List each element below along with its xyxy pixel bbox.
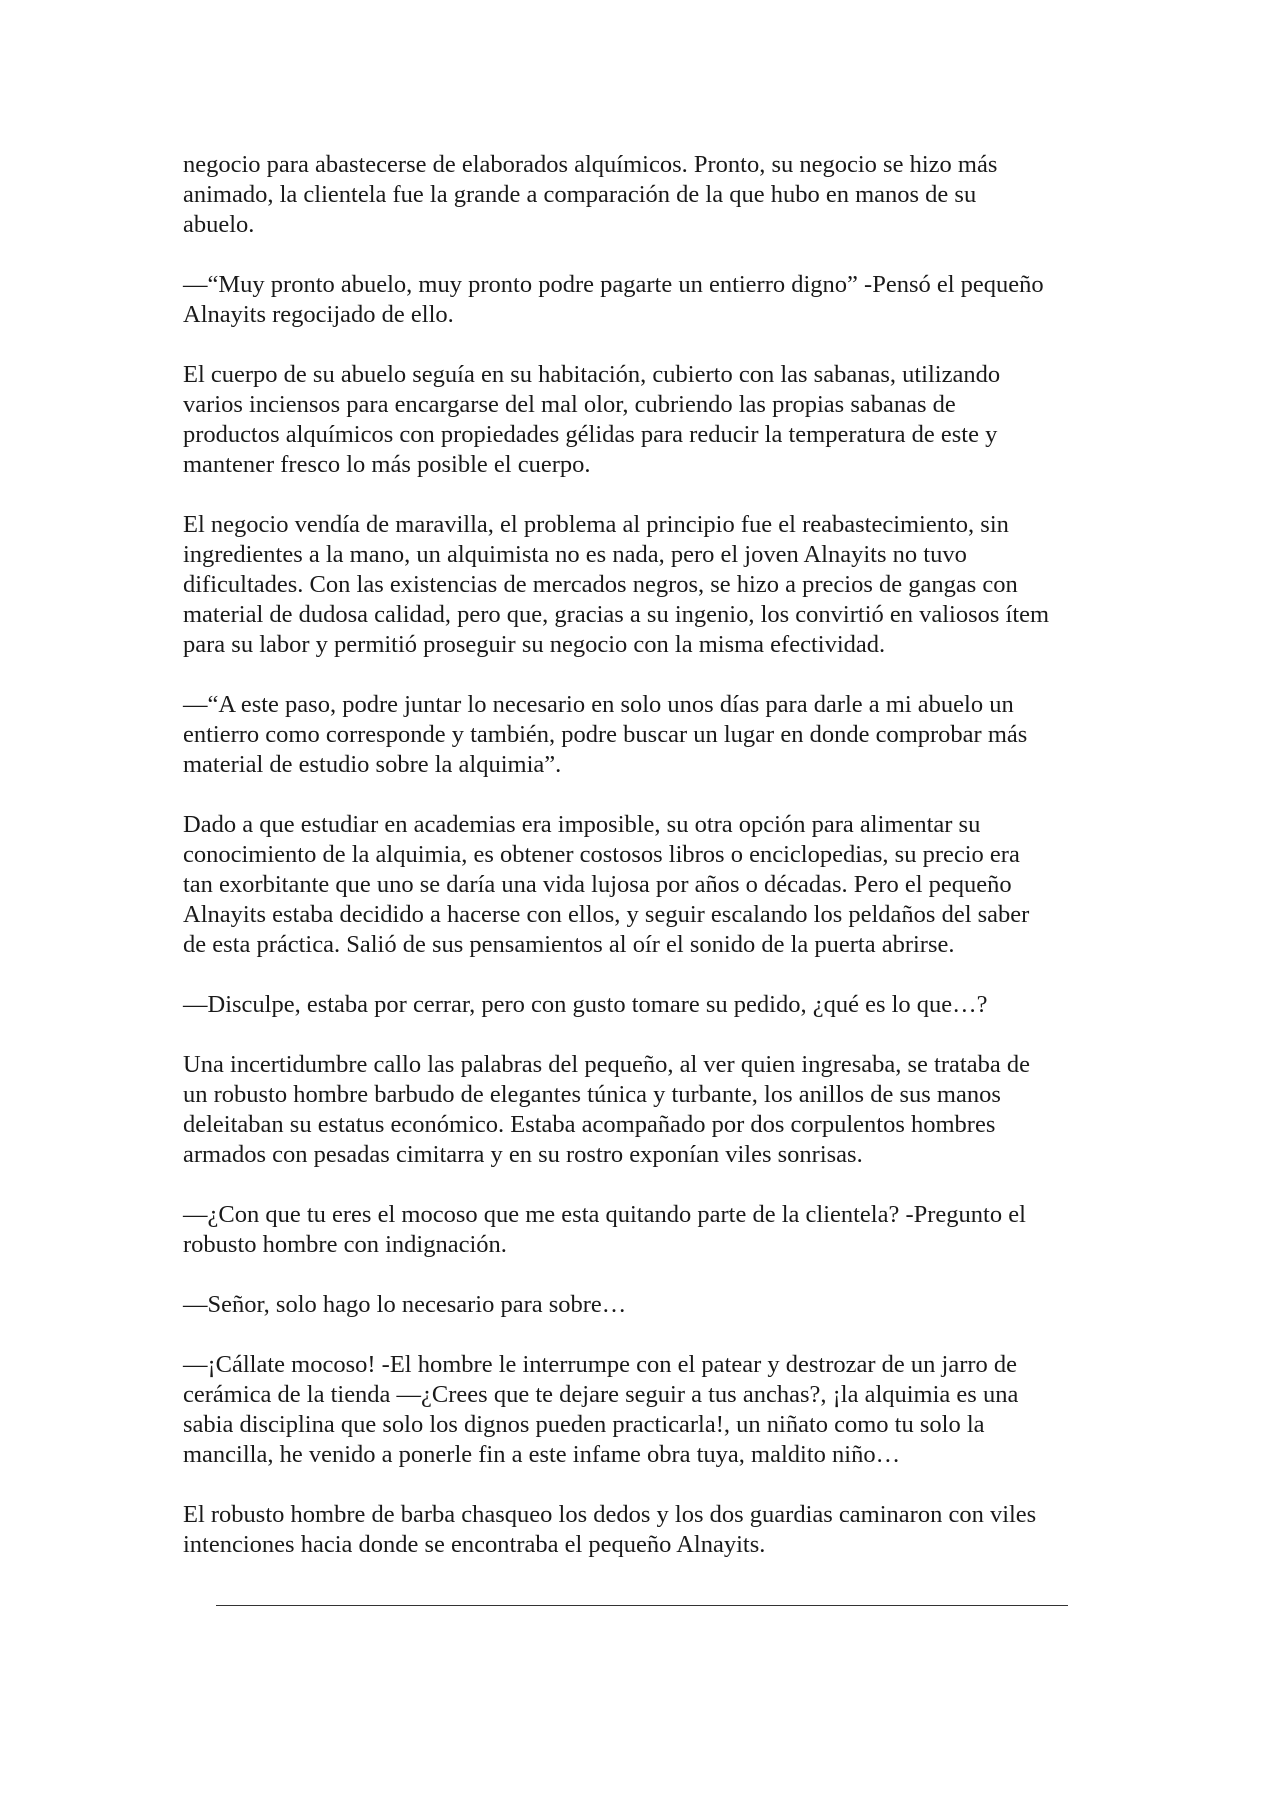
paragraph: —Señor, solo hago lo necesario para sobre… xyxy=(183,1291,627,1318)
paragraph: —“A este paso, podre juntar lo necesario en solo unos días para darle a mi abuelo un entierro como corresponde y también, podre buscar un lugar en donde comprobar más material de estudio sobre la alquimia”. xyxy=(183,691,1028,778)
paragraph: El cuerpo de su abuelo seguía en su habitación, cubierto con las sabanas, utilizando varios inciensos para encargarse del mal olor, cubriendo las propias sabanas de productos alquímicos con propiedades gélidas para reducir la temperatura de este y mantener fresco lo más posible el cuerpo. xyxy=(183,361,1001,478)
section-divider xyxy=(216,1605,1068,1606)
paragraph: —¡Cállate mocoso! -El hombre le interrumpe con el patear y destrozar de un jarro de cerámica de la tienda —¿Crees que te dejare seguir a tus anchas?, ¡la alquimia es una sabia disciplina que solo los dignos pueden practicarla!, un niñato como tu solo la mancilla, he venido a ponerle fin a este infame obra tuya, maldito niño… xyxy=(183,1351,1019,1468)
paragraph: El robusto hombre de barba chasqueo los dedos y los dos guardias caminaron con viles intenciones hacia donde se encontraba el pequeño Alnayits. xyxy=(183,1501,1037,1558)
paragraph: negocio para abastecerse de elaborados alquímicos. Pronto, su negocio se hizo más animado, la clientela fue la grande a comparación de la que hubo en manos de su abuelo. xyxy=(183,151,998,238)
paragraph: —¿Con que tu eres el mocoso que me esta quitando parte de la clientela? -Pregunto el robusto hombre con indignación. xyxy=(183,1201,1026,1258)
body-text xyxy=(183,150,1098,1590)
paragraph: Una incertidumbre callo las palabras del pequeño, al ver quien ingresaba, se trataba de un robusto hombre barbudo de elegantes túnica y turbante, los anillos de sus manos deleitaban su estatus económico. Estaba acompañado por dos corpulentos hombres armados con pesadas cimitarra y en su rostro exponían viles sonrisas. xyxy=(183,1051,1030,1168)
paragraph: El negocio vendía de maravilla, el problema al principio fue el reabastecimiento, sin ingredientes a la mano, un alquimista no es nada, pero el joven Alnayits no tuvo dificultades. Con las existencias de mercados negros, se hizo a precios de gangas con material de dudosa calidad, pero que, gracias a su ingenio, los convirtió en valiosos ítem para su labor y permitió proseguir su negocio con la misma efectividad. xyxy=(183,511,1050,658)
paragraph: —Disculpe, estaba por cerrar, pero con gusto tomare su pedido, ¿qué es lo que…? xyxy=(183,991,988,1018)
paragraph: Dado a que estudiar en academias era imposible, su otra opción para alimentar su conocimiento de la alquimia, es obtener costosos libros o enciclopedias, su precio era tan exorbitante que uno se daría una vida lujosa por años o décadas. Pero el pequeño Alnayits estaba decidido a hacerse con ellos, y seguir escalando los peldaños del saber de esta práctica. Salió de sus pensamientos al oír el sonido de la puerta abrirse. xyxy=(183,811,1030,958)
paragraph: —“Muy pronto abuelo, muy pronto podre pagarte un entierro digno” -Pensó el pequeño Alnayits regocijado de ello. xyxy=(183,271,1044,328)
